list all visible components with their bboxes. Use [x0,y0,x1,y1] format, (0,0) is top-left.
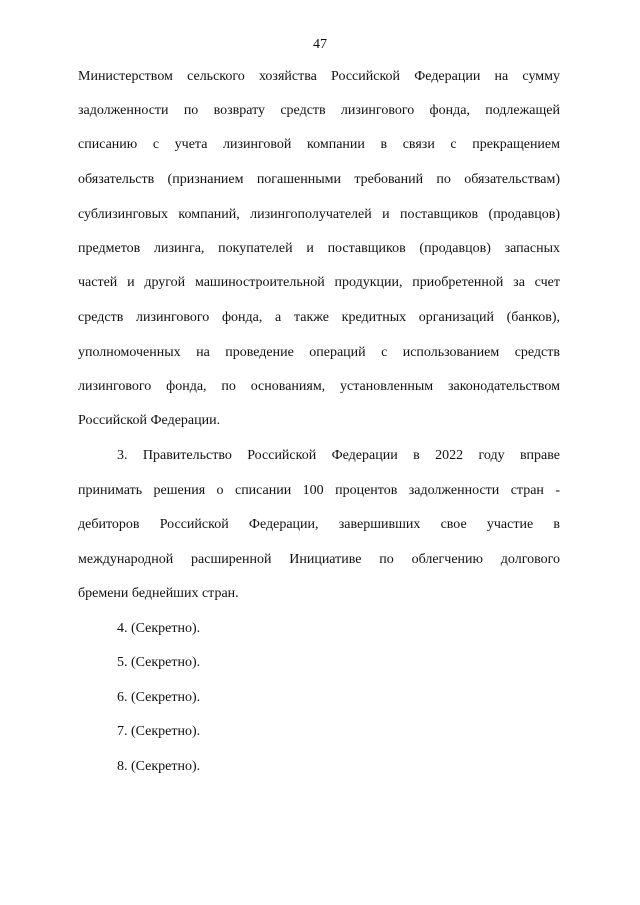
list-item: 8. (Секретно). [117,759,201,774]
text-line: обязательств (признанием погашенными требований по обязательствам) [78,172,560,187]
text-line: дебиторов Российской Федерации, завершивших свое участие в [78,517,560,532]
text-line: задолженности по возврату средств лизингового фонда, подлежащей [78,103,560,118]
text-line: уполномоченных на проведение операций с использованием средств [78,345,560,360]
list-item: 6. (Секретно). [117,690,201,705]
text-line: принимать решения о списании 100 процентов задолженности стран - [78,483,560,498]
list-item: 5. (Секретно). [117,655,201,670]
text-line: средств лизингового фонда, а также кредитных организаций (банков), [78,310,560,325]
list-item: 7. (Секретно). [117,724,201,739]
page-number: 47 [313,37,327,52]
text-line: международной расширенной Инициативе по облегчению долгового [78,552,560,567]
text-line: сублизинговых компаний, лизингополучателей и поставщиков (продавцов) [78,207,560,222]
text-line: 3. Правительство Российской Федерации в 2022 году вправе [117,448,560,463]
text-line: частей и другой машиностроительной продукции, приобретенной за счет [78,275,560,290]
list-item: 4. (Секретно). [117,621,201,636]
text-line: предметов лизинга, покупателей и поставщиков (продавцов) запасных [78,241,560,256]
text-line: лизингового фонда, по основаниям, установленным законодательством [78,379,560,394]
text-line: Министерством сельского хозяйства Российской Федерации на сумму [78,69,560,84]
text-line: бремени беднейших стран. [78,586,239,601]
text-line: списанию с учета лизинговой компании в связи с прекращением [78,137,560,152]
text-line: Российской Федерации. [78,413,221,428]
